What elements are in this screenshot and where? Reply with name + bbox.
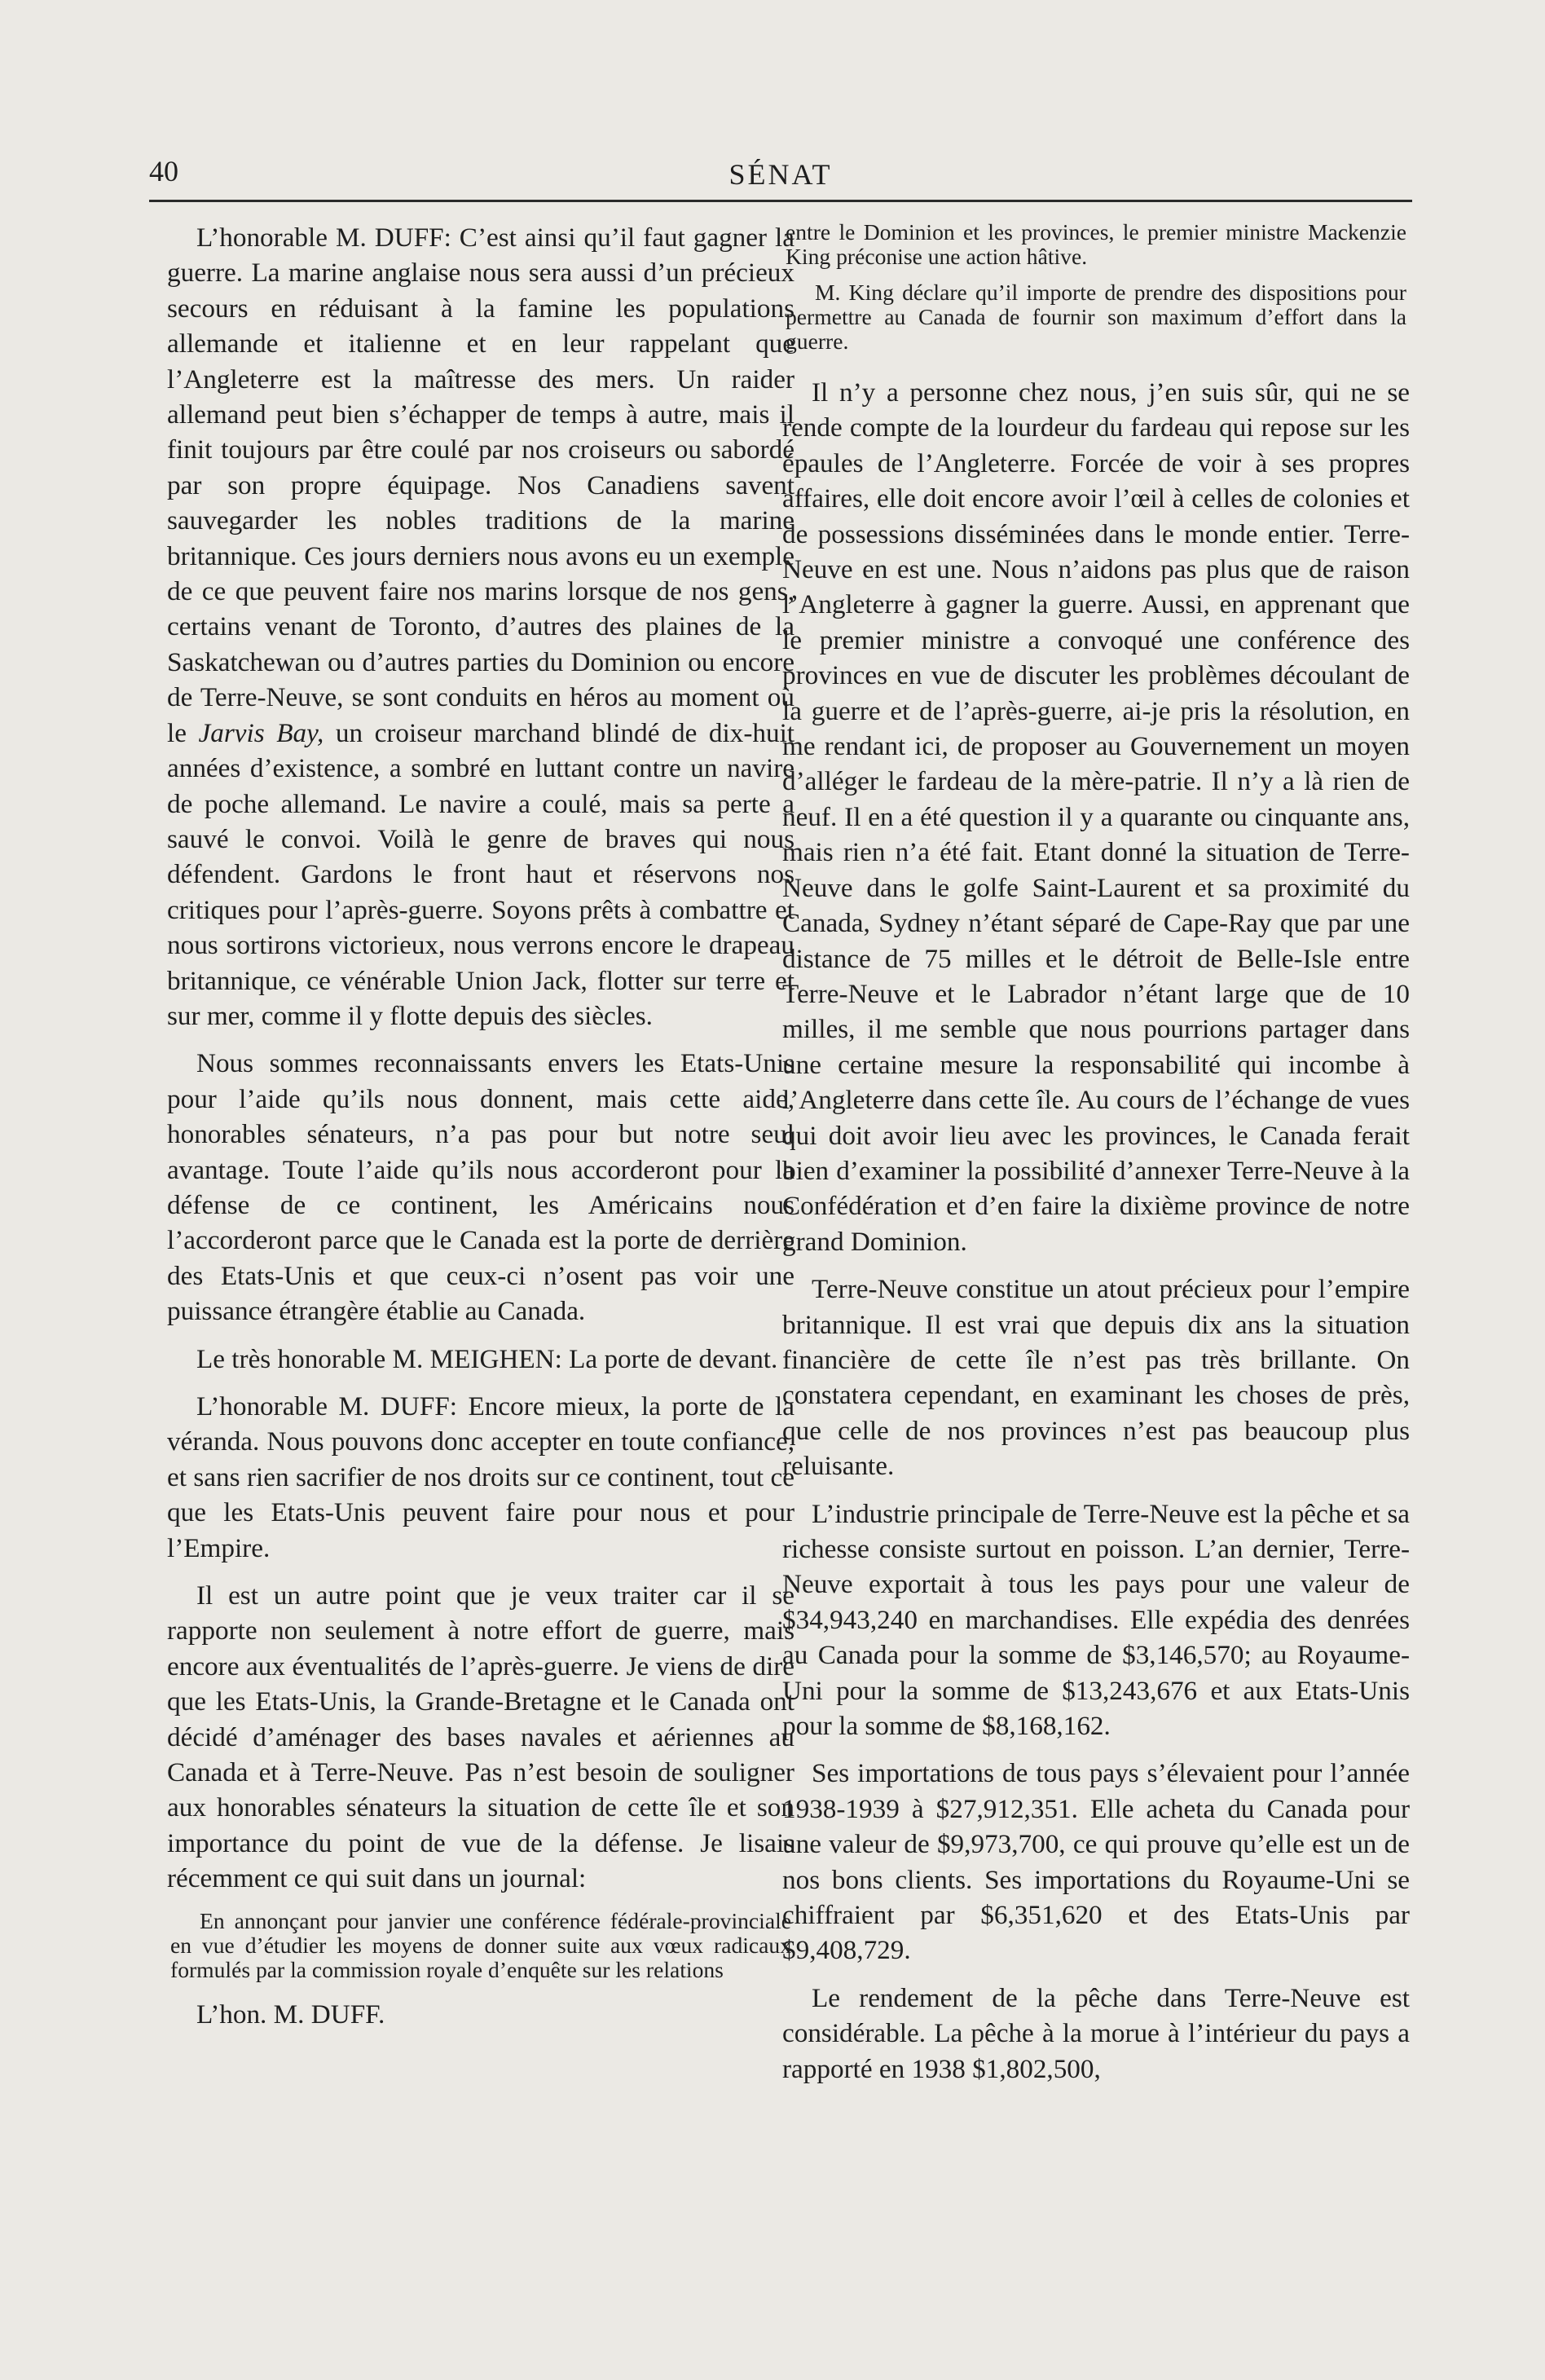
paragraph: Nous sommes reconnaissants envers les Etats-Unis pour l’aide qu’ils nous donnent, mais cette aide, honorables sénateurs, n’a pas pour but notre seul avantage. Toute l’aide qu’ils nous accorderont pour la défense de ce continent, les Américains nous l’accorderont parce que le Canada est la porte de derrière des Etats-Unis et que ceux-ci n’osent pas voir une puissance étrangère établie au Canada. [167, 1048, 795, 1327]
paragraph: Il n’y a personne chez nous, j’en suis sûr, qui ne se rende compte de la lourdeur du fardeau qui repose sur les épaules de l’Angleterre. Forcée de voir à ses propres affaires, elle doit encore avoir l’œil à celles de colonies et de possessions disséminées dans le monde entier. Terre-Neuve en est une. Nous n’aidons pas plus que de raison l’Angleterre à gagner la guerre. Aussi, en apprenant que le premier ministre a convoqué une conférence des provinces en vue de discuter les problèmes découlant de la guerre et de l’après-guerre, ai-je pris la résolution, en me rendant ici, de proposer au Gouvernement un moyen d’alléger le fardeau de la mère-patrie. Il n’y a là rien de neuf. Il en a été question il y a quarante ou cinquante ans, mais rien n’a été fait. Etant donné la situation de Terre-Neuve dans le golfe Saint-Laurent et sa proximité du Canada, Sydney n’étant séparé de Cape-Ray que par une distance de 75 milles et le détroit de Belle-Isle entre Terre-Neuve et le Labrador n’étant large que de 10 milles, il me semble que nous pourrions partager dans une certaine mesure la responsabilité qui incombe à l’Angleterre dans cette île. Au cours de l’échange de vues qui doit avoir lieu avec les provinces, le Canada ferait bien d’examiner la possibilité d’annexer Terre-Neuve à la Confédération et d’en faire la dixième province de notre grand Dominion. [782, 377, 1410, 1257]
paragraph [167, 220, 795, 1034]
paragraph: Ses importations de tous pays s’élevaient pour l’année 1938-1939 à $27,912,351. Elle acheta du Canada pour une valeur de $9,973,700, ce qui prouve qu’elle est un de nos bons clients. Ses importations du Royaume-Uni se chiffraient par $6,351,620 et des Etats-Unis par $9,408,729. [782, 1758, 1410, 1966]
left-column [167, 220, 795, 2044]
paragraph-text: un croiseur marchand blindé de dix-huit années d’existence, a sombré en luttant contre un navire de poche allemand. Le navire a coulé, mais sa perte a sauvé le convoi. Voilà le genre de braves qui nous défendent. Gardons le front haut et réservons nos critiques pour l’après-guerre. Soyons prêts à combattre et nous sortirons victorieux, nous verrons encore le drapeau britannique, ce vénérable Union Jack, flotter sur terre et sur mer, comme il y flotte depuis des siècles. [167, 717, 795, 1031]
paragraph: L’industrie principale de Terre-Neuve est la pêche et sa richesse consiste surtout en poisson. L’an dernier, Terre-Neuve exportait à tous les pays pour une valeur de $34,943,240 en marchandises. Elle expédia des denrées au Canada pour la somme de $3,146,570; au Royaume-Uni pour la somme de $13,243,676 et aux Etats-Unis pour la somme de $8,168,162. [782, 1498, 1410, 1742]
page-header [149, 151, 1412, 202]
ship-name: Jarvis Bay, [198, 717, 324, 748]
paragraph-text: L’honorable M. DUFF: C’est ainsi qu’il faut gagner la guerre. La marine anglaise nous sera aussi d’un précieux secours en réduisant à la famine les populations allemande et italienne et en leur rappelant que l’Angleterre est la maîtresse des mers. Un raider allemand peut bien s’échapper de temps à autre, mais il finit toujours par être coulé par nos croiseurs ou sabordé par son propre équipage. Nos Canadiens savent sauvegarder les nobles traditions de la marine britannique. Ces jours derniers nous avons eu un exemple de ce que peuvent faire nos marins lorsque de nos gens, certains venant de Toronto, d’autres des plaines de la Saskatchewan ou d’autres parties du Dominion ou encore de Terre-Neuve, se sont conduits en héros au moment où le [167, 223, 795, 748]
newspaper-quote-continued: entre le Dominion et les provinces, le premier ministre Mackenzie King préconise une action hâtive. [786, 219, 1406, 269]
right-column [782, 220, 1410, 2099]
paragraph: Il est un autre point que je veux traiter car il se rapporte non seulement à notre effort de guerre, mais encore aux éventualités de l’après-guerre. Je viens de dire que les Etats-Unis, la Grande-Bretagne et le Canada ont décidé d’aménager des bases navales et aériennes au Canada et à Terre-Neuve. Pas n’est besoin de souligner aux honorables sénateurs la situation de cette île et son importance du point de vue de la défense. Je lisais récemment ce qui suit dans un journal: [167, 1580, 795, 1894]
newspaper-quote: En annonçant pour janvier une conférence fédérale-provinciale en vue d’étudier les moyens de donner suite aux vœux radicaux formulés par la commission royale d’enquête sur les relations [170, 1907, 791, 1982]
paragraph: Le très honorable M. MEIGHEN: La porte de devant. [196, 1343, 778, 1374]
running-head: SÉNAT [728, 158, 833, 191]
speaker-signature: L’hon. M. DUFF. [196, 1999, 385, 2030]
paragraph: Le rendement de la pêche dans Terre-Neuve est considérable. La pêche à la morue à l’intérieur du pays a rapporté en 1938 $1,802,500, [782, 1982, 1410, 2084]
paragraph: Terre-Neuve constitue un atout précieux pour l’empire britannique. Il est vrai que depuis dix ans la situation financière de cette île n’est pas très brillante. On constatera cependant, en examinant les choses de près, que celle de nos provinces n’est pas beaucoup plus reluisante. [782, 1274, 1410, 1482]
paragraph: L’honorable M. DUFF: Encore mieux, la porte de la véranda. Nous pouvons donc accepter en toute confiance, et sans rien sacrifier de nos droits sur ce continent, tout ce que les Etats-Unis peuvent faire pour nous et pour l’Empire. [167, 1391, 795, 1563]
newspaper-quote: M. King déclare qu’il importe de prendre des dispositions pour permettre au Canada de fournir son maximum d’effort dans la guerre. [786, 280, 1406, 354]
page-number: 40 [149, 155, 178, 187]
